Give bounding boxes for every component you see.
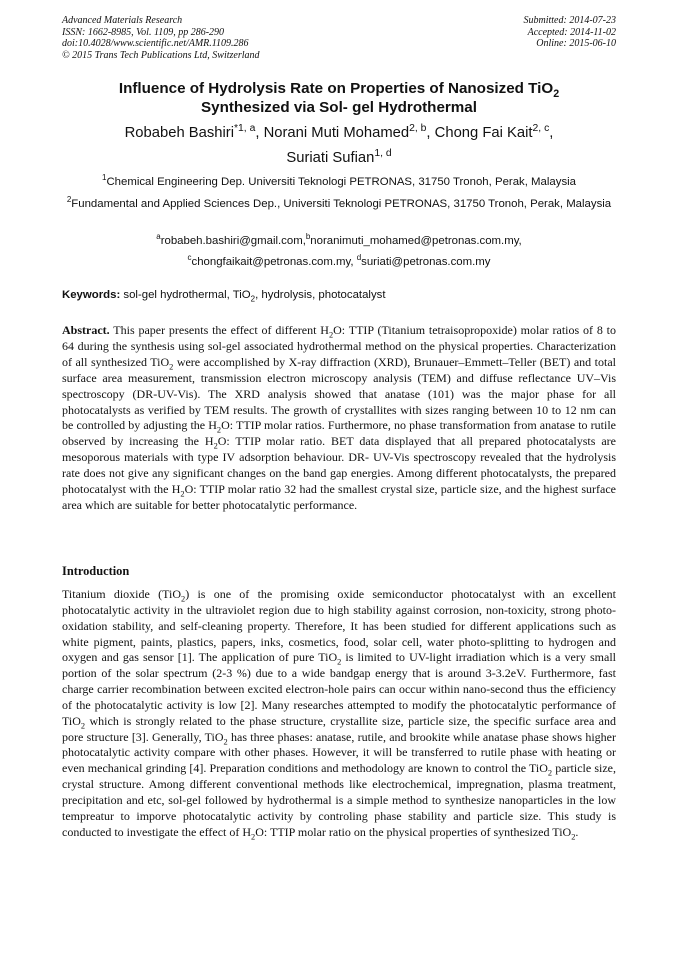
subscript: 2 <box>337 657 342 667</box>
publication-dates <box>396 15 616 50</box>
emails-line-2 <box>62 252 616 273</box>
submitted-date: Submitted: 2014-07-23 <box>523 15 616 26</box>
email-link[interactable]: noranimuti_mohamed@petronas.com.my, <box>310 235 522 247</box>
subscript: 2 <box>250 294 256 304</box>
online-date: Online: 2015-06-10 <box>536 38 616 50</box>
superscript: b <box>305 232 311 242</box>
text-run: Chemical Engineering Dep. Universiti Teknologi PETRONAS, 31750 Tronoh, Perak, Malaysia <box>106 176 576 188</box>
superscript: 2, c <box>532 123 550 135</box>
subscript: 2 <box>251 832 256 842</box>
introduction-heading: Introduction <box>62 564 130 578</box>
superscript: c <box>187 253 192 263</box>
superscript: 1 <box>102 173 107 183</box>
text-run: were accomplished by X-ray diffraction (XRD), Brunauer–Emmett–Teller (BET) and total surface area measurement, transmission electron microscopy analysis (TEM) and diffuse reflectance UV–Vis spectroscopy (DR-UV-Vis). The XRD analysis showed that anatase (101) was the major phase for all photocatalysts as verified by TEM results. The growth of crystallites with sizes ranging between 10 to 12 nm can be controlled by adjusting the H <box>62 354 616 433</box>
author-emails <box>62 231 616 273</box>
author-name: Robabeh Bashiri <box>124 125 235 141</box>
subscript: 2 <box>223 736 228 746</box>
superscript: d <box>356 253 362 263</box>
authors-line-1 <box>62 121 616 146</box>
copyright-line: © 2015 Trans Tech Publications Ltd, Switzerland <box>62 49 260 61</box>
issn-line: ISSN: 1662-8985, Vol. 1109, pp 286-290 <box>62 26 225 38</box>
author-name: Chong Fai Kait <box>434 125 533 141</box>
authors-line-2 <box>62 146 616 171</box>
subscript: 2 <box>328 330 334 340</box>
title-line-1 <box>62 79 616 101</box>
subscript: 2 <box>180 489 185 499</box>
subscript: 2 <box>553 88 560 101</box>
author-list <box>62 121 616 171</box>
text-run: is limited to UV-light irradiation which is a very small portion of the solar spectrum (2-3 %) due to a wide bandgap energy that is around 3-3.2eV. Furthermore, fast charge carrier recombination between excited electron-hole pairs can occur within nano-second thus the efficiency of the photocatalytic activity is low [2]. Many researches attempted to modify the photocatalytic performance of TiO <box>62 650 616 728</box>
text-run: which is strongly related to the phase structure, crystallite size, particle size, the specific surface area and pore structure [3]. Generally, TiO <box>62 713 616 744</box>
keywords-label: Keywords: <box>62 289 121 301</box>
superscript: 2 <box>66 195 72 205</box>
journal-name: Advanced Materials Research <box>62 15 183 26</box>
text-run: O: TTIP (Titanium tetraisopropoxide) molar ratios of 8 to 64 during the synthesis using sol-gel associated hydrothermal method on the physical properties. Characterization of all synthesized TiO <box>62 323 616 369</box>
text-run: , <box>255 125 264 141</box>
introduction-body <box>62 587 616 841</box>
text-run: O: TTIP molar ratio 32 had the smallest crystal size, particle size, and the highest surface area which are suitable for better photocatalytic performance. <box>62 482 616 512</box>
text-run: ) is one of the promising oxide semiconductor photocatalyst with an excellent photocatalytic activity in the ultraviolet region due to high stability against corrosion, non-toxicity, strong photo-oxidation stability, and self-cleaning property. Therefore, It has been studied for different applications such as white pigment, paints, plastics, papers, inks, cosmetics, food, solar cell, water photo-splitting to hydrogen and oxygen and gas sensor [1]. The application of pure TiO <box>62 587 616 665</box>
text-run: This paper presents the effect of different H <box>109 323 329 337</box>
subscript: 2 <box>571 832 576 842</box>
text-run: , hydrolysis, photocatalyst <box>255 289 386 301</box>
subscript: 2 <box>213 441 218 451</box>
affiliation-1 <box>62 174 616 190</box>
text-run: , <box>426 125 435 141</box>
text-run: O: TTIP molar ratios. Furthermore, no phase transformation from anatase to rutile observed by increasing the H <box>62 418 616 449</box>
journal-info <box>62 15 362 61</box>
text-run: Titanium dioxide (TiO <box>62 587 181 601</box>
abstract <box>62 323 616 514</box>
author-name: Norani Muti Mohamed <box>263 125 410 141</box>
text-run: , <box>549 125 554 141</box>
text-run: has three phases: anatase, rutile, and brookite while anatase phase shows higher photocatalytic activity compare with other phases. However, it will be transferred to rutile phase with heating or even mechanical grinding [4]. Preparation conditions and methodology are known to control the TiO <box>62 729 616 776</box>
text-run: O: TTIP molar ratio on the physical properties of synthesized TiO <box>255 824 572 839</box>
emails-line-1 <box>62 231 616 252</box>
author-name: Suriati Sufian <box>286 150 375 166</box>
email-link[interactable]: chongfaikait@petronas.com.my, <box>191 256 357 268</box>
doi-line[interactable]: doi:10.4028/www.scientific.net/AMR.1109.286 <box>62 38 249 50</box>
text-run: . <box>575 824 579 839</box>
superscript: 1, d <box>374 148 392 160</box>
text-run: sol-gel hydrothermal, TiO <box>120 289 251 301</box>
paper-title <box>62 79 616 117</box>
accepted-date: Accepted: 2014-11-02 <box>527 26 616 38</box>
affiliation-2 <box>62 196 616 212</box>
subscript: 2 <box>80 721 86 731</box>
text-run: Influence of Hydrolysis Rate on Properties of Nanosized TiO <box>118 80 554 97</box>
text-run: particle size, crystal structure. Among different conventional methods like electrochemical, impregnation, plasma treatment, precipitation and etc, sol-gel followed by hydrothermal is a simple method to synthesize nanoparticles in the low tempreatur to imporve photocatalytic activity by controling phase stability and particle size. This study is conducted to investigate the effect of H <box>62 761 616 839</box>
subscript: 2 <box>181 594 186 604</box>
email-link[interactable]: robabeh.bashiri@gmail.com, <box>160 235 306 247</box>
subscript: 2 <box>216 425 222 435</box>
superscript: *1, a <box>234 123 256 135</box>
superscript: a <box>156 232 161 242</box>
text-run: O: TTIP molar ratio. BET data displayed that all prepared photocatalysts are mesoporous materials with type IV adsorption behaviour. DR- UV-Vis spectroscopy revealed that the hydrolysis rate does not give any significant changes on the band gap energies. Among different photocatalysts, the prepared photocatalyst with the H <box>62 434 616 497</box>
text-run: Fundamental and Applied Sciences Dep., Universiti Teknologi PETRONAS, 31750 Tronoh, Perak, Malaysia <box>71 198 612 210</box>
abstract-label: Abstract. <box>62 323 110 337</box>
keywords <box>62 288 616 302</box>
subscript: 2 <box>169 362 174 372</box>
title-line-2: Synthesized via Sol- gel Hydrothermal <box>201 99 477 116</box>
subscript: 2 <box>547 768 553 778</box>
superscript: 2, b <box>409 123 427 135</box>
email-link[interactable]: suriati@petronas.com.my <box>361 256 491 268</box>
